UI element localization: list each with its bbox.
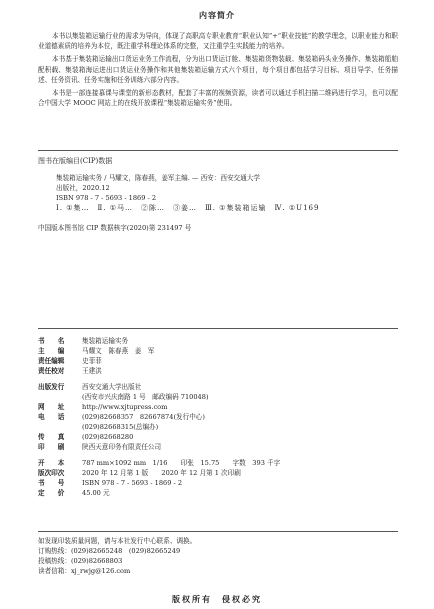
- cip-record-number: 中国版本图书馆 CIP 数据核字(2020)第 231497 号: [38, 224, 192, 232]
- resp-editor-value: 史菲菲: [82, 357, 102, 365]
- price-row: [38, 488, 398, 498]
- reader-email: 读者信箱：xj_rwjg@126.com: [38, 567, 131, 575]
- cip-record-text: [56, 173, 398, 215]
- resp-proof-label: 责任校对: [38, 367, 65, 375]
- cip-title: 图书在版编目(CIP)数据: [38, 157, 113, 165]
- publisher-value: 西安交通大学出版社: [82, 383, 142, 391]
- cip-section: [38, 156, 398, 234]
- phone-row: [38, 412, 398, 422]
- intro-title: 内容简介: [199, 10, 235, 20]
- isbn-value: ISBN 978 - 7 - 5693 - 1869 - 2: [82, 479, 183, 487]
- publisher-label: 出版发行: [38, 383, 65, 391]
- website-label: 网 址: [38, 403, 65, 411]
- divider-bottom: [38, 531, 398, 532]
- cip-line-1: 集装箱运输实务 / 马耀文，陈春燕，姜军主编. — 西安：西安交通大学: [56, 173, 260, 182]
- intro-paragraph-2: 本书基于集装箱运输出口货运业务工作流程，分为出口货运订舱、集装箱货物装载、集装箱码头业务操作、集装箱船舶配积载、集装箱海运进出口货运业务操作和其他集装箱运输方式六个项目，每个项目都包括学习目标、项目导学、任务描述、任务资讯、任务实施和任务训练六部分内容。: [38, 55, 398, 84]
- printer-row: [38, 442, 398, 452]
- intro-section: [38, 31, 398, 112]
- printer-value: 陕西天意印务有限责任公司: [82, 443, 162, 451]
- phone-value-1: (029)82668357 82667874(发行中心): [82, 413, 205, 421]
- copyright-notice: 版权所有 侵权必究: [172, 594, 262, 604]
- order-hotline: 订购热线：(029)82665248 (029)82665249: [38, 547, 181, 555]
- website-row: [38, 402, 398, 412]
- resp-proof-value: 王建洪: [82, 367, 102, 375]
- address-row: [38, 392, 398, 402]
- editor-label: 主 编: [38, 347, 65, 355]
- cip-line-2: 出版社，2020.12: [56, 183, 110, 192]
- book-title-row: [38, 336, 398, 346]
- book-title-value: 集装箱运输实务: [82, 337, 129, 345]
- intro-paragraph-1: 本书以集装箱运输行业的需求为导向，体现了高职高专职业教育“职业认知”+“职业技能”的教学理念，以职业能力和职业道德素质的培养为本位，既注重学科理论体系的完整，又注重学生实践能力的培养。: [38, 32, 398, 51]
- fax-row: [38, 432, 398, 442]
- contact-section: [38, 536, 398, 576]
- phone-label: 电 话: [38, 413, 65, 421]
- edition-value: 2020 年 12 月第 1 版 2020 年 12 月第 1 次印刷: [82, 469, 241, 477]
- editor-value: 马耀文 陈春燕 姜 军: [82, 347, 155, 355]
- format-value: 787 mm×1092 mm 1/16 印张 15.75 字数 393 千字: [82, 459, 281, 467]
- printer-label: 印 刷: [38, 443, 65, 451]
- isbn-row: [38, 478, 398, 488]
- quality-notice: 如发现印装质量问题，请与本社发行中心联系、调换。: [38, 537, 197, 545]
- cip-classification: Ⅰ. ①集… Ⅱ. ①马… ②陈… ③姜… Ⅲ. ①集装箱运输 Ⅳ. ①U169: [56, 204, 320, 213]
- book-title-label: 书 名: [38, 337, 65, 345]
- fax-value: (029)82668280: [82, 433, 134, 441]
- divider-top: [38, 150, 398, 151]
- divider-middle: [38, 328, 398, 329]
- publication-info: [38, 336, 398, 498]
- phone-value-2: (029)82668315(总编办): [82, 423, 159, 431]
- address-value: (西安市兴庆南路 1 号 邮政编码 710048): [82, 393, 209, 401]
- publisher-row: [38, 382, 398, 392]
- copyright-page: [0, 9, 434, 609]
- phone-row-2: [38, 422, 398, 432]
- intro-paragraph-3: 本书是一部连接慕课与课堂的新形态教材，配套了丰富的视频资源，读者可以通过手机扫描二维码进行学习，也可以配合中国大学 MOOC 网站上的在线开放课程“集装箱运输实务”使用。: [38, 89, 398, 108]
- fax-label: 传 真: [38, 433, 65, 441]
- editor-row: [38, 346, 398, 356]
- submission-hotline: 投稿热线：(029)82668803: [38, 557, 123, 565]
- resp-editor-row: [38, 356, 398, 366]
- cip-line-3: ISBN 978 - 7 - 5693 - 1869 - 2: [56, 193, 157, 202]
- resp-editor-label: 责任编辑: [38, 357, 65, 365]
- isbn-label: 书 号: [38, 479, 65, 487]
- website-value: http://www.xjtupress.com: [82, 403, 168, 411]
- resp-proof-row: [38, 366, 398, 376]
- price-label: 定 价: [38, 489, 65, 497]
- edition-label: 版次印次: [38, 469, 65, 477]
- price-value: 45.00 元: [82, 489, 110, 497]
- format-row: [38, 458, 398, 468]
- edition-row: [38, 468, 398, 478]
- format-label: 开 本: [38, 459, 65, 467]
